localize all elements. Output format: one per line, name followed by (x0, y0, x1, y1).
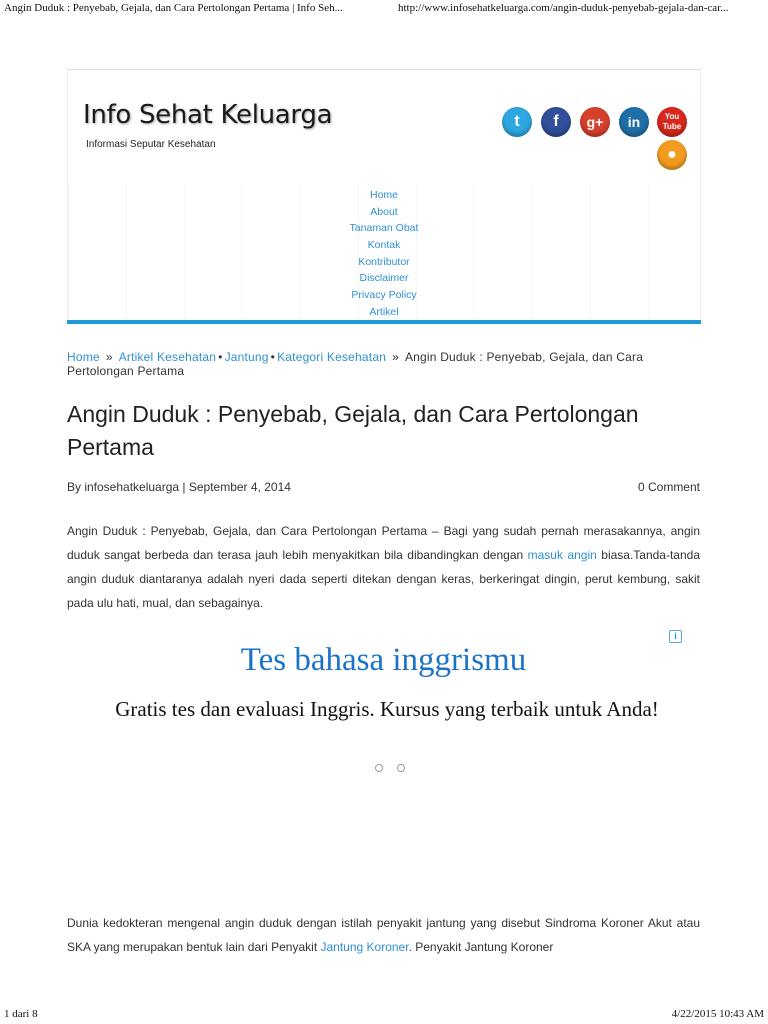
linkedin-icon[interactable]: in (619, 107, 649, 137)
jantung-koroner-link[interactable]: Jantung Koroner (320, 940, 409, 954)
print-header (0, 0, 768, 16)
nav-item-home (68, 187, 700, 204)
paragraph-text: . Penyakit Jantung Koroner (408, 940, 554, 954)
nav-item-tanaman-obat (68, 220, 700, 237)
breadcrumb-kategori-kesehatan-link[interactable]: Kategori Kesehatan (277, 350, 387, 364)
nav-item-artikel (68, 304, 700, 321)
nav-item-kontributor (68, 254, 700, 271)
paragraph-text: biasa.Tanda-tanda angin duduk diantaranya adalah nyeri dada seperti ditekan dengan keras, berkeringat dingin, perut kembung, sakit pada ulu hati, mual, dan sebagainya. (67, 548, 701, 610)
breadcrumb-separator: » (105, 350, 113, 364)
print-footer (0, 1008, 768, 1024)
ad-banner[interactable] (67, 618, 700, 894)
print-page-number: 1 dari 8 (4, 1008, 38, 1020)
facebook-icon[interactable]: f (541, 107, 571, 137)
nav-link-tanaman-obat[interactable]: Tanaman Obat (349, 222, 419, 235)
breadcrumb-jantung-link[interactable]: Jantung (224, 350, 269, 364)
nav-link-artikel[interactable]: Artikel (369, 305, 399, 318)
paragraph-text: Dunia kedokteran mengenal angin duduk dengan istilah penyakit jantung yang disebut Sindroma Koroner Akut atau SKA yang merupakan bentuk lain dari Penyakit (67, 916, 700, 954)
breadcrumb-artikel-kesehatan-link[interactable]: Artikel Kesehatan (118, 350, 217, 364)
masuk-angin-link[interactable]: masuk angin (527, 548, 597, 562)
site-header (67, 69, 701, 183)
nav-divider (67, 320, 701, 324)
breadcrumb-home-link[interactable]: Home (67, 350, 100, 364)
comments-link[interactable]: 0 Comment (637, 480, 700, 494)
twitter-icon[interactable]: t (502, 107, 532, 137)
nav-item-kontak (68, 237, 700, 254)
youtube-icon[interactable]: You Tube (657, 107, 687, 137)
google-plus-icon[interactable]: g+ (580, 107, 610, 137)
ad-description: Gratis tes dan evaluasi Inggris. Kursus yang terbaik untuk Anda! (115, 697, 659, 721)
post-paragraph-1 (67, 519, 700, 615)
nav-link-about[interactable]: About (370, 205, 398, 218)
ad-info-icon[interactable]: i (669, 630, 682, 643)
nav-link-home[interactable]: Home (369, 189, 398, 201)
nav-link-disclaimer[interactable]: Disclaimer (359, 272, 409, 285)
nav-link-kontak[interactable]: Kontak (367, 239, 401, 252)
breadcrumb-dot: • (270, 350, 276, 364)
print-page-url: http://www.infosehatkeluarga.com/angin-duduk-penyebab-gejala-dan-car... (398, 2, 729, 14)
nav-link-kontributor[interactable]: Kontributor (358, 255, 410, 268)
carousel-dot-icon[interactable] (375, 764, 383, 772)
breadcrumb (67, 350, 701, 378)
breadcrumb-dot: • (218, 350, 223, 364)
nav-item-disclaimer (68, 270, 700, 287)
site-title[interactable]: Info Sehat Keluarga (83, 100, 333, 130)
nav-item-privacy-policy (68, 287, 700, 304)
print-page-title: Angin Duduk : Penyebab, Gejala, dan Cara Pertolongan Pertama | Info Seh... (4, 2, 343, 14)
post-paragraph-2 (67, 911, 700, 959)
breadcrumb-separator: » (392, 350, 399, 364)
post-author-date: By infosehatkeluarga | September 4, 2014 (67, 480, 291, 494)
rss-icon[interactable]: ● (657, 140, 687, 170)
site-tagline: Informasi Seputar Kesehatan (86, 139, 216, 150)
main-nav (67, 183, 701, 321)
nav-link-privacy-policy[interactable]: Privacy Policy (351, 289, 417, 302)
print-date: 4/22/2015 10:43 AM (671, 1008, 764, 1020)
ad-title[interactable]: Tes bahasa inggrismu (240, 642, 527, 678)
post-meta (67, 480, 700, 494)
breadcrumb-current: Angin Duduk : Penyebab, Gejala, dan Cara Pertolongan Pertama (67, 350, 644, 378)
nav-item-about (68, 204, 700, 221)
post-title: Angin Duduk : Penyebab, Gejala, dan Cara Pertolongan Pertama (67, 401, 639, 460)
paragraph-text: Angin Duduk : Penyebab, Gejala, dan Cara Pertolongan Pertama – Bagi yang sudah pernah merasakannya, angin duduk sangat berbeda dan terasa jauh lebih menyakitkan bila dibandingkan dengan (67, 524, 700, 562)
carousel-dot-icon[interactable] (397, 764, 405, 772)
